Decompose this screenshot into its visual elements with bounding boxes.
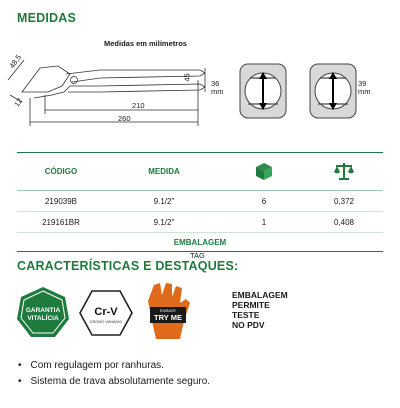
warranty-line1: GARANTIA xyxy=(25,307,61,314)
test-line2: PERMITE xyxy=(232,300,270,310)
cell-weight: 0,372 xyxy=(305,191,383,212)
dim-length-total: 260 xyxy=(118,114,131,123)
tryme-main: TRY ME xyxy=(154,313,182,322)
dim-length-inner: 210 xyxy=(132,101,145,110)
test-line4: NO PDV xyxy=(232,320,265,330)
test-line3: TESTE xyxy=(232,310,260,320)
crv-title: Cr-V xyxy=(94,306,118,318)
closeup2-value: 39 xyxy=(358,79,367,88)
tag-label: TAG xyxy=(190,251,205,260)
test-at-pos-text xyxy=(232,290,288,330)
feature-item: • Sistema de trava absolutamente seguro. xyxy=(18,376,210,387)
cell-size: 9.1/2" xyxy=(105,191,223,212)
packaging-row xyxy=(17,233,383,252)
table-row xyxy=(17,191,383,212)
dim-height: 45 xyxy=(182,73,192,82)
try-me-badge xyxy=(140,281,196,343)
lifetime-warranty-badge xyxy=(15,285,71,341)
cell-size: 9.1/2" xyxy=(105,212,223,233)
closeup2-unit: mm xyxy=(358,87,371,96)
test-line1: EMBALAGEM xyxy=(232,290,288,300)
closeup-36mm xyxy=(228,60,298,122)
cell-qty: 6 xyxy=(223,191,305,212)
spec-table xyxy=(17,152,383,252)
table-row xyxy=(17,212,383,233)
drawing-subtitle: Medidas em milímetros xyxy=(104,39,187,48)
box-icon xyxy=(254,161,274,181)
closeup1-label xyxy=(211,80,224,96)
cell-code: 219161BR xyxy=(17,212,105,233)
cell-weight: 0,408 xyxy=(305,212,383,233)
col-box xyxy=(223,153,305,191)
dim-jaw-opening: 48,5 xyxy=(7,52,24,71)
packaging-label: EMBALAGEM xyxy=(17,233,383,252)
section-title-caracteristicas: CARACTERÍSTICAS E DESTAQUES: xyxy=(17,259,239,273)
pliers-drawing xyxy=(0,40,215,140)
section-title-medidas: MEDIDAS xyxy=(17,11,77,25)
chrome-vanadium-badge xyxy=(78,289,134,337)
col-medida: MEDIDA xyxy=(105,153,223,191)
feature-item: • Com regulagem por ranhuras. xyxy=(18,360,210,371)
col-weight xyxy=(305,153,383,191)
col-codigo: CÓDIGO xyxy=(17,153,105,191)
closeup1-value: 36 xyxy=(211,79,220,88)
cell-code: 219039B xyxy=(17,191,105,212)
scale-icon xyxy=(333,161,355,181)
cell-qty: 1 xyxy=(223,212,305,233)
warranty-line2: VITALÍCIA xyxy=(27,315,59,322)
tryme-top: ENSAYE xyxy=(160,308,176,313)
closeup1-unit: mm xyxy=(211,87,224,96)
dim-jaw-width: 12 xyxy=(12,96,25,109)
crv-subtitle: CROMO VANÁDIO xyxy=(89,320,123,324)
features-list xyxy=(18,360,210,392)
closeup2-label xyxy=(358,80,371,96)
